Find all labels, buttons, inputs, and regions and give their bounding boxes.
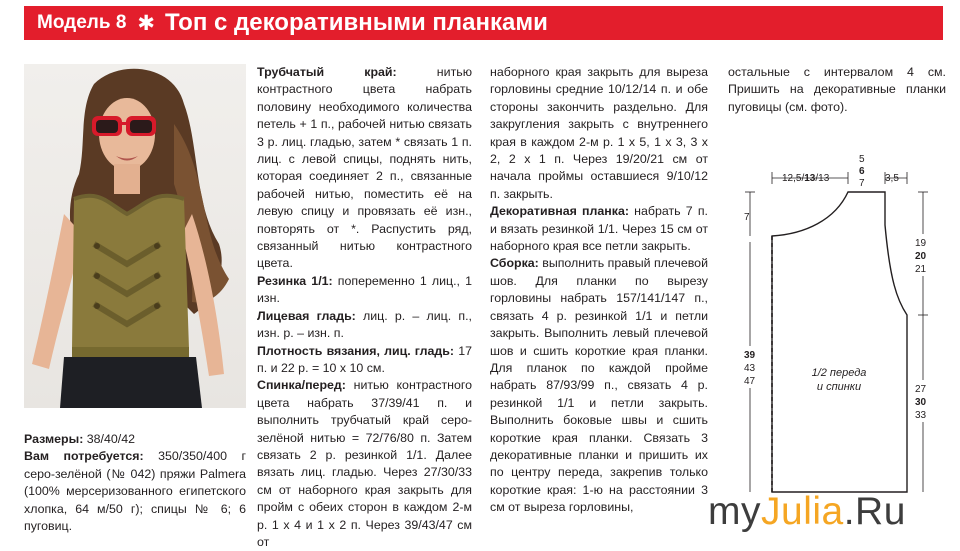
decor-strip-text: набрать 7 п. и вязать резинкой 1/1. Через 15 см от наборного края все петли закрыть.	[490, 204, 708, 254]
star-icon: ✱	[137, 11, 156, 35]
armhole-measure-1: 19	[915, 238, 927, 249]
sizes-label: Размеры:	[24, 432, 84, 446]
site-watermark	[708, 490, 906, 534]
materials-value: 350/350/400 г серо-зелёной (№ 042) пряжи Palmera (100% мерсеризованного египетского хлопка, 64 м/50 г); спицы № 6; 6 пуговиц.	[24, 449, 247, 534]
decor-strip-paragraph	[490, 203, 708, 255]
tubular-edge-paragraph	[257, 64, 472, 273]
rib-label: Резинка 1/1:	[257, 273, 333, 288]
neck-measure-3: 7	[859, 178, 865, 189]
assembly-paragraph	[490, 255, 708, 516]
stockinette-paragraph	[257, 308, 472, 343]
neck-measure-2: 6	[859, 166, 865, 177]
left-top-measure: 7	[744, 212, 750, 223]
side-measure-2: 30	[915, 397, 927, 408]
sizes-value: 38/40/42	[83, 432, 136, 446]
rib-text: попеременно 1 лиц., 1 изн.	[257, 273, 473, 306]
diagram-label-1: 1/2 переда	[811, 367, 867, 379]
materials-paragraph	[24, 448, 246, 535]
model-photo-icon	[24, 64, 246, 408]
instructions-column-2	[490, 64, 708, 517]
assembly-label: Сборка:	[490, 256, 539, 271]
garment-outline	[772, 192, 907, 492]
tubular-edge-text: нитью контрастного цвета набрать половину необходимого количества петель + 1 п., рабочей нитью связать 3 р. лиц. гладью, затем * связать 1 п. лиц. с левой спицы, поднять нить, которая соединяет 2 п., связанные рабочей нитью, поместить её на левую спицу и провязать её изн., повторять от *. Распустить ряд, связанный нитью контрастного цвета.	[257, 65, 472, 271]
instructions-column-1	[257, 64, 472, 551]
watermark-part-3: .Ru	[843, 490, 906, 533]
tubular-edge-label: Трубчатый край:	[257, 65, 397, 79]
decor-strip-label: Декоративная планка:	[490, 204, 629, 219]
back-front-paragraph	[257, 377, 472, 551]
neckline-paragraph: наборного края закрыть для выреза горловины средние 10/12/14 п. и обе стороны закончить раздельно. Для закругления закрыть с внутреннего края в каждом 2-м р. 1 х 5, 1 х 3, 3 х 2, 2 х 1 п. Через 19/20/21 см от начала проймы оставшиеся 9/10/12 п. закрыть.	[490, 65, 708, 201]
assembly-text: выполнить правый плечевой шов. Для планки по вырезу горловины набрать 157/141/147 п., связать 4 р. резинкой 1/1 и петли закрыть. Выполнить левый плечевой шов и сшить короткие края планки. Для планок по каждой пройме набрать 87/93/99 п., связать 4 р. резинкой 1/1 и петли закрыть. Выполнить боковые швы и сшить короткие края планки. Связать 3 декоративные планки и пришить их по центру переда, закрепив только короткие края: 1-ю на расстоянии 3 см от выреза горловины,	[490, 256, 708, 515]
stockinette-text: лиц. р. – лиц. п., изн. р. – изн. п.	[257, 308, 472, 341]
watermark-part-2: Julia	[761, 490, 844, 533]
finishing-paragraph: остальные с интервалом 4 см. Пришить на декоративные планки пуговицы (см. фото).	[728, 65, 946, 114]
armhole-measure-2: 20	[915, 251, 927, 262]
top-left-measure: 12,5/13/13	[782, 173, 830, 184]
model-number: Модель 8	[37, 12, 127, 33]
stockinette-label: Лицевая гладь:	[257, 308, 356, 323]
neck-measure-1: 5	[859, 154, 865, 165]
shoulder-measure: 3,5	[885, 173, 899, 184]
model-photo	[24, 64, 246, 408]
height-measure-3: 47	[744, 376, 756, 387]
diagram-label-2: и спинки	[816, 381, 862, 393]
rib-paragraph	[257, 273, 472, 308]
watermark-part-1: my	[708, 490, 761, 533]
armhole-measure-3: 21	[915, 264, 927, 275]
back-front-text: нитью контрастного цвета набрать 37/39/41 п. и выполнить трубчатый край серо-зелёной нитью = 72/76/80 п. Затем связать 2 р. резинкой 1/1. Далее вязать лиц. гладью. Через 27/30/33 см от наборного края закрыть для пройм с обеих сторон в каждом 2-м р. 1 х 4 и 1 х 2 п. Через 39/43/47 см от	[257, 378, 472, 549]
sizes-paragraph	[24, 431, 246, 448]
page-title: Топ с декоративными планками	[165, 9, 548, 36]
gauge-text: 17 п. и 22 р. = 10 х 10 см.	[257, 343, 472, 375]
instructions-column-3	[728, 64, 946, 116]
materials-column	[24, 431, 246, 535]
gauge-label: Плотность вязания, лиц. гладь:	[257, 343, 455, 358]
side-measure-3: 33	[915, 410, 927, 421]
back-front-label: Спинка/перед:	[257, 378, 346, 393]
side-measure-1: 27	[915, 384, 927, 395]
materials-label: Вам потребуется:	[24, 449, 144, 464]
gauge-paragraph	[257, 343, 472, 378]
pattern-diagram	[735, 150, 935, 495]
height-measure-1: 39	[744, 350, 756, 361]
height-measure-2: 43	[744, 363, 756, 374]
page-header	[24, 6, 943, 40]
